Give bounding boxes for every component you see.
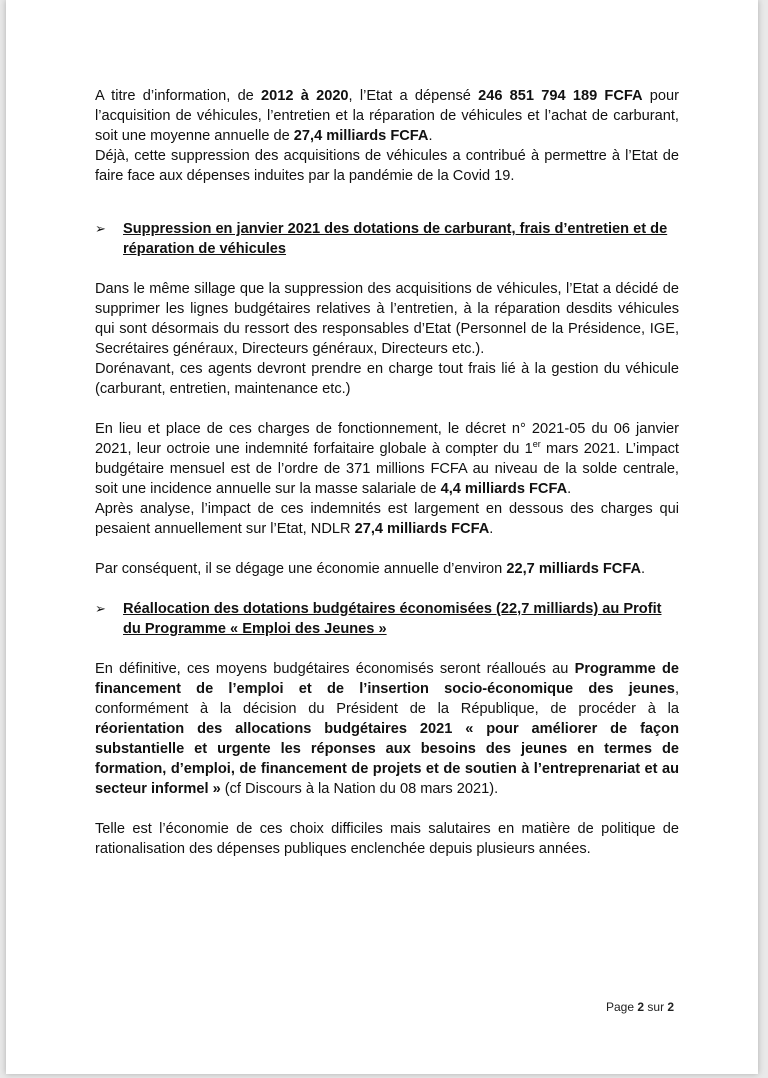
page-number-footer: Page 2 sur 2: [606, 1000, 675, 1014]
section-heading-reallocation: [95, 599, 679, 639]
arrow-bullet-icon: ➢: [95, 221, 106, 236]
paragraph-analysis: Après analyse, l’impact de ces indemnités est largement en dessous des charges qui pesaient annuellement sur l’Etat, NDLR 27,4 milliards FCFA.: [95, 501, 679, 537]
paragraph-henceforth: Dorénavant, ces agents devront prendre en charge tout frais lié à la gestion du véhicule (carburant, entretien, maintenance etc.): [95, 361, 679, 397]
paragraph-reallocation: En définitive, ces moyens budgétaires économisés seront réalloués au Programme de financement de l’emploi et de l’insertion socio-économique des jeunes, conformément à la décision du Président de la République, de procéder à la réorientation des allocations budgétaires 2021 « pour améliorer de façon substantielle et urgente les réponses aux besoins des jeunes en termes de formation, d’emploi, de financement de projets et de soutien à l’entreprenariat et au secteur informel » (cf Discours à la Nation du 08 mars 2021).: [95, 661, 679, 797]
paragraph-savings: Par conséquent, il se dégage une économie annuelle d’environ 22,7 milliards FCFA.: [95, 561, 646, 577]
arrow-bullet-icon: ➢: [95, 601, 106, 616]
paragraph-same-wake: Dans le même sillage que la suppression des acquisitions de véhicules, l’Etat a décidé de supprimer les lignes budgétaires relatives à l’entretien, à la réparation desdits véhicules qui sont désormais du ressort des responsables d’Etat (Personnel de la Présidence, IGE, Secrétaires généraux, Directeurs généraux, Directeurs etc.).: [95, 281, 679, 357]
paragraph-covid: Déjà, cette suppression des acquisitions de véhicules a contribué à permettre à l’Etat de faire face aux dépenses induites par la pandémie de la Covid 19.: [95, 148, 679, 184]
paragraph-decree: En lieu et place de ces charges de fonctionnement, le décret n° 2021-05 du 06 janvier 2021, leur octroie une indemnité forfaitaire globale à compter du 1er mars 2021. L’impact budgétaire mensuel est de l’ordre de 371 millions FCFA au niveau de la solde centrale, soit une incidence annuelle sur la masse salariale de 4,4 milliards FCFA.: [95, 421, 679, 497]
heading-reallocation-text: Réallocation des dotations budgétaires économisées (22,7 milliards) au Profit du Programme « Emploi des Jeunes »: [123, 601, 662, 637]
section-heading-suppression: [95, 219, 679, 259]
heading-suppression-text: Suppression en janvier 2021 des dotations de carburant, frais d’entretien et de réparation de véhicules: [123, 221, 668, 257]
paragraph-expenses-2012-2020: A titre d’information, de 2012 à 2020, l’Etat a dépensé 246 851 794 189 FCFA pour l’acquisition de véhicules, l’entretien et la réparation de véhicules et l’achat de carburant, soit une moyenne annuelle de 27,4 milliards FCFA.: [95, 88, 679, 144]
document-body: [95, 86, 679, 859]
document-page: [6, 0, 758, 1074]
paragraph-conclusion: Telle est l’économie de ces choix difficiles mais salutaires en matière de politique de rationalisation des dépenses publiques enclenchée depuis plusieurs années.: [95, 821, 679, 857]
